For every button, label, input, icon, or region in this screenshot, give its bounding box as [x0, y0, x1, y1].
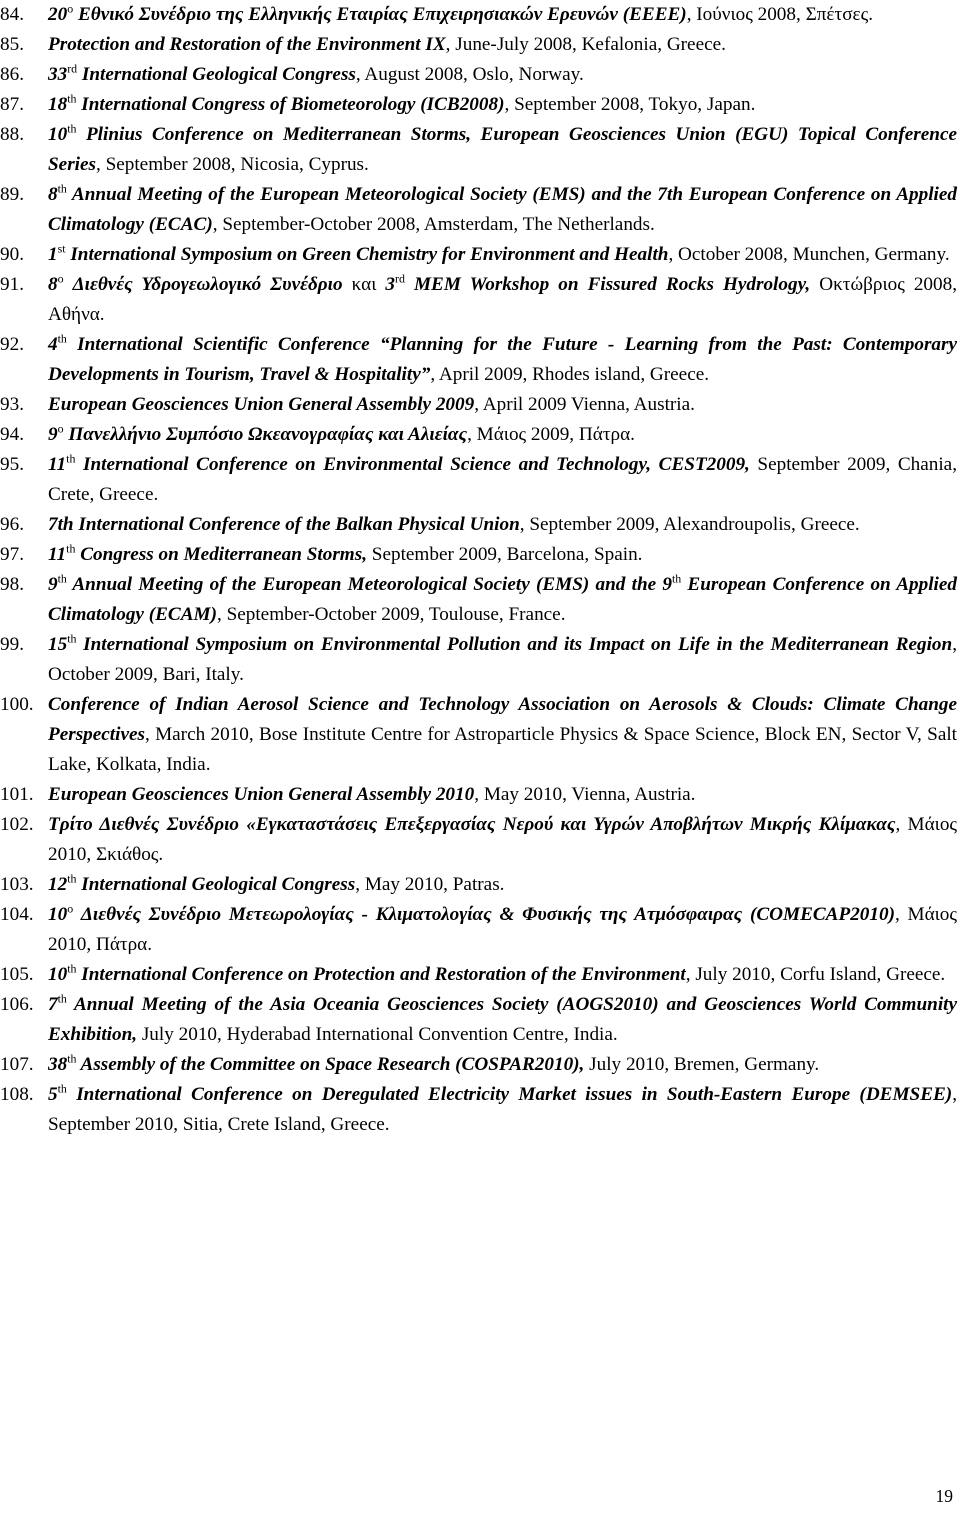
event-title: European Geosciences Union General Assembly 2009: [48, 394, 475, 415]
event-title: International Conference on Environmental Science and Technology, CEST2009,: [75, 454, 750, 475]
page-number: 19: [935, 1486, 953, 1506]
event-title: Plinius Conference on Mediterranean Storms, European Geosciences Union (EGU) Topical Conference Series: [48, 124, 957, 175]
event-title: 10: [48, 124, 68, 145]
event-title: Protection and Restoration of the Environment IX: [48, 34, 446, 55]
event-title: 3: [376, 274, 396, 295]
list-item-number: 87.: [0, 94, 24, 115]
event-title: 12: [48, 874, 68, 895]
ordinal-suffix: th: [67, 631, 77, 646]
list-item-text: [48, 180, 957, 240]
list-item-text: [48, 0, 957, 30]
ordinal-suffix: th: [671, 571, 682, 586]
list-item-text: [48, 240, 957, 270]
event-title: Πανελλήνιο Συμπόσιο Ωκεανογραφίας και Αλιείας: [63, 424, 468, 445]
event-title: European Geosciences Union General Assembly 2010: [48, 784, 475, 805]
ordinal-suffix: th: [66, 451, 76, 466]
event-title: 8: [48, 184, 58, 205]
event-details: Οκτώβριος 2008, Αθήνα.: [48, 274, 958, 325]
list-item-number: 103.: [0, 874, 34, 895]
list-item-text: [48, 90, 957, 120]
event-details: , April 2009, Rhodes island, Greece.: [430, 364, 710, 385]
list-item-number: 90.: [0, 244, 24, 265]
list-item: [0, 180, 957, 240]
event-details: , October 2008, Munchen, Germany.: [668, 244, 950, 265]
event-title: 11: [48, 544, 67, 565]
list-item: [0, 240, 957, 270]
event-title: Annual Meeting of the European Meteorological Society (EMS) and the 7th European Conference on Applied Climatology (ECAC): [48, 184, 957, 235]
event-details: , Μάιος 2009, Πάτρα.: [467, 424, 635, 445]
event-title: Διεθνές Υδρογεωλογικό Συνέδριο: [63, 274, 352, 295]
event-details: , September 2008, Tokyo, Japan.: [504, 94, 756, 115]
event-details: , September 2009, Alexandroupolis, Greece.: [519, 514, 860, 535]
list-item-text: [48, 270, 957, 330]
ordinal-suffix: o: [57, 421, 64, 436]
event-title: International Conference on Protection and Restoration of the Environment: [76, 964, 686, 985]
ordinal-suffix: o: [57, 271, 64, 286]
list-item: [0, 900, 957, 960]
event-details: , September-October 2008, Amsterdam, The Netherlands.: [212, 214, 655, 235]
list-item-text: [48, 960, 957, 990]
list-item: [0, 1050, 957, 1080]
event-details: , June-July 2008, Kefalonia, Greece.: [445, 34, 726, 55]
event-title: Congress on Mediterranean Storms,: [75, 544, 367, 565]
event-title: European Conference on Applied Climatology (ECAM): [48, 574, 957, 625]
list-item-number: 96.: [0, 514, 24, 535]
event-details: July 2010, Bremen, Germany.: [584, 1054, 820, 1075]
event-details: , Μάιος 2010, Πάτρα.: [48, 904, 958, 955]
list-item-number: 108.: [0, 1084, 34, 1105]
list-item-text: [48, 870, 957, 900]
list-item: [0, 330, 957, 390]
list-item: [0, 0, 957, 30]
event-title: 10: [48, 904, 68, 925]
event-title: 7: [48, 994, 58, 1015]
event-title: 4: [48, 334, 58, 355]
list-item-text: [48, 1050, 957, 1080]
event-title: International Conference on Deregulated Electricity Market issues in South-Eastern Europe (DEMSEE): [66, 1084, 953, 1105]
list-item-text: [48, 780, 957, 810]
list-item-number: 99.: [0, 634, 24, 655]
ordinal-suffix: th: [67, 121, 77, 136]
list-item-number: 101.: [0, 784, 34, 805]
list-item-text: [48, 900, 957, 960]
ordinal-suffix: th: [67, 1051, 77, 1066]
ordinal-suffix: rd: [67, 61, 78, 76]
list-item-number: 107.: [0, 1054, 34, 1075]
event-details: , September-October 2009, Toulouse, France.: [216, 604, 566, 625]
ordinal-suffix: th: [57, 331, 67, 346]
event-title: Τρίτο Διεθνές Συνέδριο «Εγκαταστάσεις Επεξεργασίας Νερού και Υγρών Αποβλήτων Μικρής Κλίμακας: [48, 814, 896, 835]
event-title: 11: [48, 454, 67, 475]
event-title: Annual Meeting of the European Meteorological Society (EMS) and the 9: [66, 574, 672, 595]
list-item-text: [48, 30, 957, 60]
list-item-number: 102.: [0, 814, 34, 835]
list-item-number: 93.: [0, 394, 24, 415]
list-item-text: [48, 990, 957, 1050]
event-title: Conference of Indian Aerosol Science and Technology Association on Aerosols & Clouds: Climate Change Perspectives: [48, 694, 957, 745]
event-title: 9: [48, 424, 58, 445]
ordinal-suffix: o: [67, 1, 74, 16]
list-item-number: 98.: [0, 574, 24, 595]
event-title: 33: [48, 64, 68, 85]
ordinal-suffix: rd: [395, 271, 405, 286]
event-details: September 2009, Barcelona, Spain.: [367, 544, 643, 565]
list-item: [0, 990, 957, 1050]
list-item-text: [48, 570, 957, 630]
event-title: 10: [48, 964, 68, 985]
event-title: 9: [48, 574, 58, 595]
list-item: [0, 690, 957, 780]
event-details: , May 2010, Vienna, Austria.: [474, 784, 696, 805]
list-item-number: 95.: [0, 454, 24, 475]
ordinal-suffix: th: [57, 1081, 67, 1096]
list-item-number: 88.: [0, 124, 24, 145]
event-details: , March 2010, Bose Institute Centre for Astroparticle Physics & Space Science, Block EN, Sector V, Salt Lake, Kolkata, India.: [48, 724, 957, 775]
ordinal-suffix: o: [67, 901, 74, 916]
list-item-text: [48, 120, 957, 180]
list-item: [0, 270, 957, 330]
list-item-number: 84.: [0, 4, 24, 25]
list-item-text: [48, 1080, 957, 1140]
list-item: [0, 450, 957, 510]
event-title: International Geological Congress: [77, 64, 356, 85]
event-details: July 2010, Hyderabad International Convention Centre, India.: [137, 1024, 618, 1045]
ordinal-suffix: th: [57, 571, 67, 586]
event-title: International Congress of Biometeorology (ICB2008): [76, 94, 505, 115]
list-item: [0, 90, 957, 120]
event-title: 15: [48, 634, 68, 655]
list-item-number: 91.: [0, 274, 24, 295]
event-details: , September 2008, Nicosia, Cyprus.: [95, 154, 369, 175]
list-item: [0, 390, 957, 420]
event-details: , September 2010, Sitia, Crete Island, Greece.: [48, 1084, 957, 1135]
list-item-number: 100.: [0, 694, 34, 715]
list-item-text: [48, 330, 957, 390]
list-item-text: [48, 810, 957, 870]
list-item-text: [48, 450, 957, 510]
event-details: , July 2010, Corfu Island, Greece.: [685, 964, 946, 985]
event-title: International Geological Congress: [76, 874, 356, 895]
list-item-number: 97.: [0, 544, 24, 565]
ordinal-suffix: st: [57, 241, 66, 256]
event-title: International Scientific Conference “Planning for the Future - Learning from the Past: Contemporary Developments in Tourism, Travel & Hospitality”: [48, 334, 957, 385]
list-item-number: 104.: [0, 904, 34, 925]
list-item: [0, 780, 957, 810]
list-item-text: [48, 510, 957, 540]
list-item-text: [48, 390, 957, 420]
event-details: , Μάιος 2010, Σκιάθος.: [48, 814, 958, 865]
list-item-number: 85.: [0, 34, 24, 55]
list-item-text: [48, 630, 957, 690]
event-title: Διεθνές Συνέδριο Μετεωρολογίας - Κλιματολογίας & Φυσικής της Ατμόσφαιρας (COMECAP2010): [73, 904, 895, 925]
ordinal-suffix: th: [67, 91, 77, 106]
list-item-number: 105.: [0, 964, 34, 985]
list-item: [0, 570, 957, 630]
ordinal-suffix: th: [57, 181, 67, 196]
event-title: Assembly of the Committee on Space Research (COSPAR2010),: [76, 1054, 585, 1075]
list-item-text: [48, 540, 957, 570]
event-title: 8: [48, 274, 58, 295]
list-item: [0, 870, 957, 900]
list-item: [0, 420, 957, 450]
ordinal-suffix: th: [67, 871, 77, 886]
list-item: [0, 960, 957, 990]
list-item-number: 94.: [0, 424, 24, 445]
list-item-number: 106.: [0, 994, 34, 1015]
list-item: [0, 810, 957, 870]
event-title: Εθνικό Συνέδριο της Ελληνικής Εταιρίας Επιχειρησιακών Ερευνών (ΕΕΕΕ): [73, 4, 687, 25]
event-details: , October 2009, Bari, Italy.: [48, 634, 957, 685]
event-details: , April 2009 Vienna, Austria.: [474, 394, 695, 415]
list-item-number: 89.: [0, 184, 24, 205]
list-item-number: 92.: [0, 334, 24, 355]
ordinal-suffix: th: [67, 961, 77, 976]
event-details: September 2009, Chania, Crete, Greece.: [48, 454, 957, 505]
list-item-text: [48, 690, 957, 780]
event-title: 7th International Conference of the Balkan Physical Union: [48, 514, 520, 535]
ordinal-suffix: th: [57, 991, 67, 1006]
event-details: , August 2008, Oslo, Norway.: [355, 64, 584, 85]
list-item: [0, 540, 957, 570]
list-item-text: [48, 420, 957, 450]
event-title: 38: [48, 1054, 68, 1075]
event-details: και: [351, 274, 377, 295]
event-title: 20: [48, 4, 68, 25]
list-item: [0, 510, 957, 540]
event-title: Annual Meeting of the Asia Oceania Geosciences Society (AOGS2010) and Geosciences World Community Exhibition,: [48, 994, 957, 1045]
list-item: [0, 120, 957, 180]
list-item: [0, 30, 957, 60]
ordinal-suffix: th: [66, 541, 76, 556]
event-details: , Ιούνιος 2008, Σπέτσες.: [686, 4, 873, 25]
list-item-number: 86.: [0, 64, 24, 85]
event-title: 1: [48, 244, 58, 265]
event-title: International Symposium on Environmental Pollution and its Impact on Life in the Mediterranean Region: [76, 634, 953, 655]
event-title: 5: [48, 1084, 58, 1105]
list-item: [0, 60, 957, 90]
event-title: International Symposium on Green Chemistry for Environment and Health: [65, 244, 669, 265]
list-item: [0, 1080, 957, 1140]
list-item: [0, 630, 957, 690]
event-title: 18: [48, 94, 68, 115]
event-title: MEM Workshop on Fissured Rocks Hydrology,: [404, 274, 811, 295]
event-details: , May 2010, Patras.: [355, 874, 505, 895]
list-item-text: [48, 60, 957, 90]
